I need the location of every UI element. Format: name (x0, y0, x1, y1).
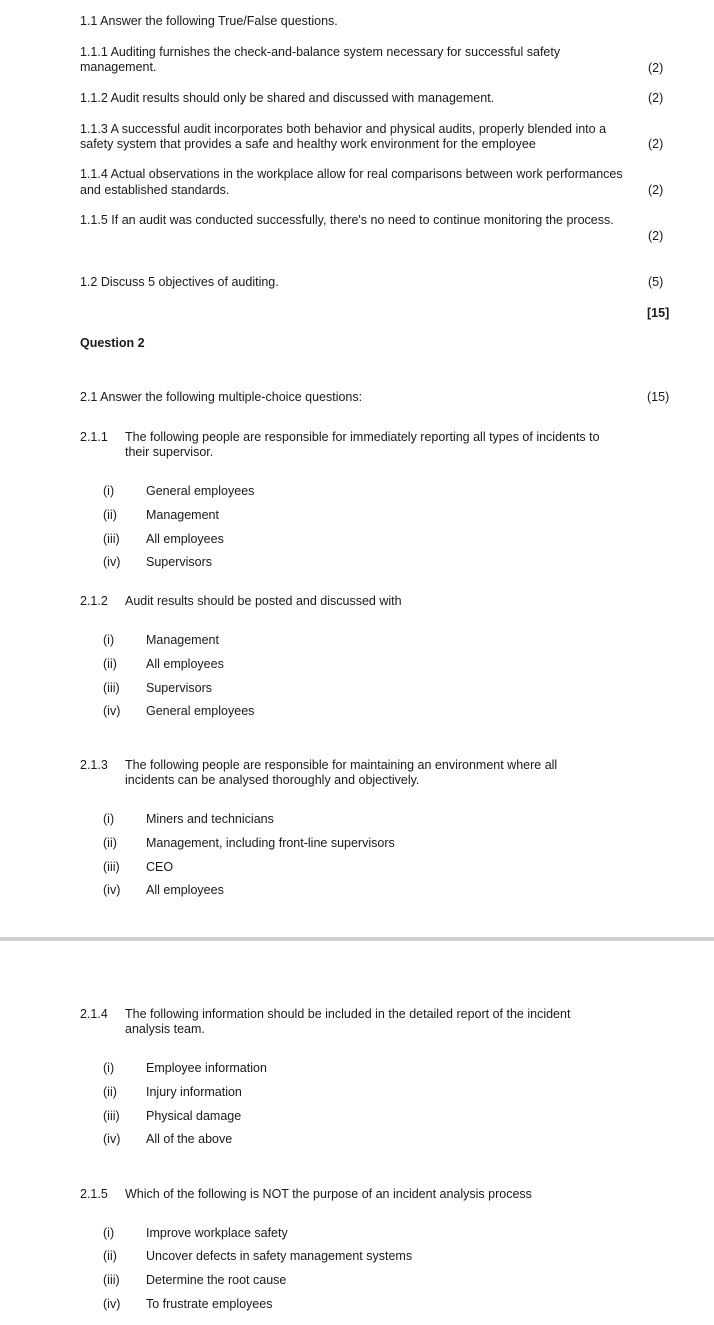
option-text: Determine the root cause (146, 1273, 287, 1287)
mcq-number: 2.1.3 (80, 758, 108, 772)
option-text: Management (146, 633, 219, 647)
option-number: (i) (103, 484, 115, 498)
question-1-1-1-line2: management. (80, 60, 157, 74)
question-2-title: Question 2 (80, 336, 145, 350)
mcq-number: 2.1.4 (80, 1007, 108, 1021)
option-number: (iv) (103, 1297, 121, 1311)
option-text: All employees (146, 883, 224, 897)
option-number: (iii) (103, 1109, 120, 1123)
option-text: Management, including front-line supervisors (146, 836, 395, 850)
option-number: (iii) (103, 532, 120, 546)
option-number: (ii) (103, 836, 117, 850)
option-number: (i) (103, 812, 115, 826)
question-1-1-5-line1: 1.1.5 If an audit was conducted successfully, there's no need to continue monitoring the process. (80, 213, 614, 227)
option-number: (ii) (103, 508, 117, 522)
option-text: CEO (146, 860, 174, 874)
mcq-text-line1: The following information should be included in the detailed report of the incident (125, 1007, 571, 1021)
option-number: (iii) (103, 681, 120, 695)
option-number: (iv) (103, 704, 121, 718)
mcq-text-line2: analysis team. (125, 1022, 205, 1036)
option-number: (ii) (103, 1085, 117, 1099)
option-number: (iv) (103, 883, 121, 897)
option-text: Supervisors (146, 555, 212, 569)
option-text: To frustrate employees (146, 1297, 273, 1311)
option-number: (ii) (103, 657, 117, 671)
question-1-1-4-line1: 1.1.4 Actual observations in the workplace allow for real comparisons between work performances (80, 167, 623, 181)
section-1-1-heading: 1.1 Answer the following True/False questions. (80, 14, 338, 28)
question-1-1-3-marks: (2) (648, 137, 664, 151)
option-text: Supervisors (146, 681, 212, 695)
mcq-number: 2.1.2 (80, 594, 108, 608)
option-text: Physical damage (146, 1109, 242, 1123)
mcq-number: 2.1.5 (80, 1187, 108, 1201)
option-text: Miners and technicians (146, 812, 274, 826)
question-1-1-2-marks: (2) (648, 91, 664, 105)
option-number: (ii) (103, 1249, 117, 1263)
option-text: All employees (146, 532, 224, 546)
option-number: (i) (103, 633, 115, 647)
section-2-1-heading: 2.1 Answer the following multiple-choice questions: (80, 390, 363, 404)
option-text: Uncover defects in safety management systems (146, 1249, 413, 1263)
option-number: (iii) (103, 860, 120, 874)
mcq-text-line1: The following people are responsible for immediately reporting all types of incidents to (125, 430, 600, 444)
question-1-1-3-line2: safety system that provides a safe and healthy work environment for the employee (80, 137, 536, 151)
option-text: Improve workplace safety (146, 1226, 288, 1240)
question-1-1-2-line1: 1.1.2 Audit results should only be shared and discussed with management. (80, 91, 495, 105)
option-number: (iii) (103, 1273, 120, 1287)
question-1-1-3-line1: 1.1.3 A successful audit incorporates both behavior and physical audits, properly blended into a (80, 122, 607, 136)
question-1-1-1-line1: 1.1.1 Auditing furnishes the check-and-balance system necessary for successful safety (80, 45, 561, 59)
option-number: (iv) (103, 1132, 121, 1146)
question-1-1-5-marks: (2) (648, 229, 664, 243)
option-text: Management (146, 508, 219, 522)
option-text: Employee information (146, 1061, 267, 1075)
option-number: (i) (103, 1061, 115, 1075)
mcq-text-line1: The following people are responsible for maintaining an environment where all (125, 758, 558, 772)
option-number: (iv) (103, 555, 121, 569)
option-text: General employees (146, 704, 255, 718)
section-2-1-marks: (15) (647, 390, 670, 404)
option-text: All employees (146, 657, 224, 671)
question-1-2-marks: (5) (648, 275, 664, 289)
option-text: All of the above (146, 1132, 233, 1146)
mcq-text-line2: their supervisor. (125, 445, 214, 459)
option-text: General employees (146, 484, 255, 498)
option-number: (i) (103, 1226, 115, 1240)
mcq-text-line1: Which of the following is NOT the purpose of an incident analysis process (125, 1187, 532, 1201)
page-break-divider (0, 937, 714, 941)
question-1-2: 1.2 Discuss 5 objectives of auditing. (80, 275, 279, 289)
question-1-1-4-line2: and established standards. (80, 183, 230, 197)
mcq-number: 2.1.1 (80, 430, 108, 444)
section-1-total-marks: [15] (647, 306, 670, 320)
question-1-1-1-marks: (2) (648, 61, 664, 75)
mcq-text-line2: incidents can be analysed thoroughly and objectively. (125, 773, 420, 787)
question-1-1-4-marks: (2) (648, 183, 664, 197)
mcq-text-line1: Audit results should be posted and discussed with (125, 594, 402, 608)
option-text: Injury information (146, 1085, 242, 1099)
